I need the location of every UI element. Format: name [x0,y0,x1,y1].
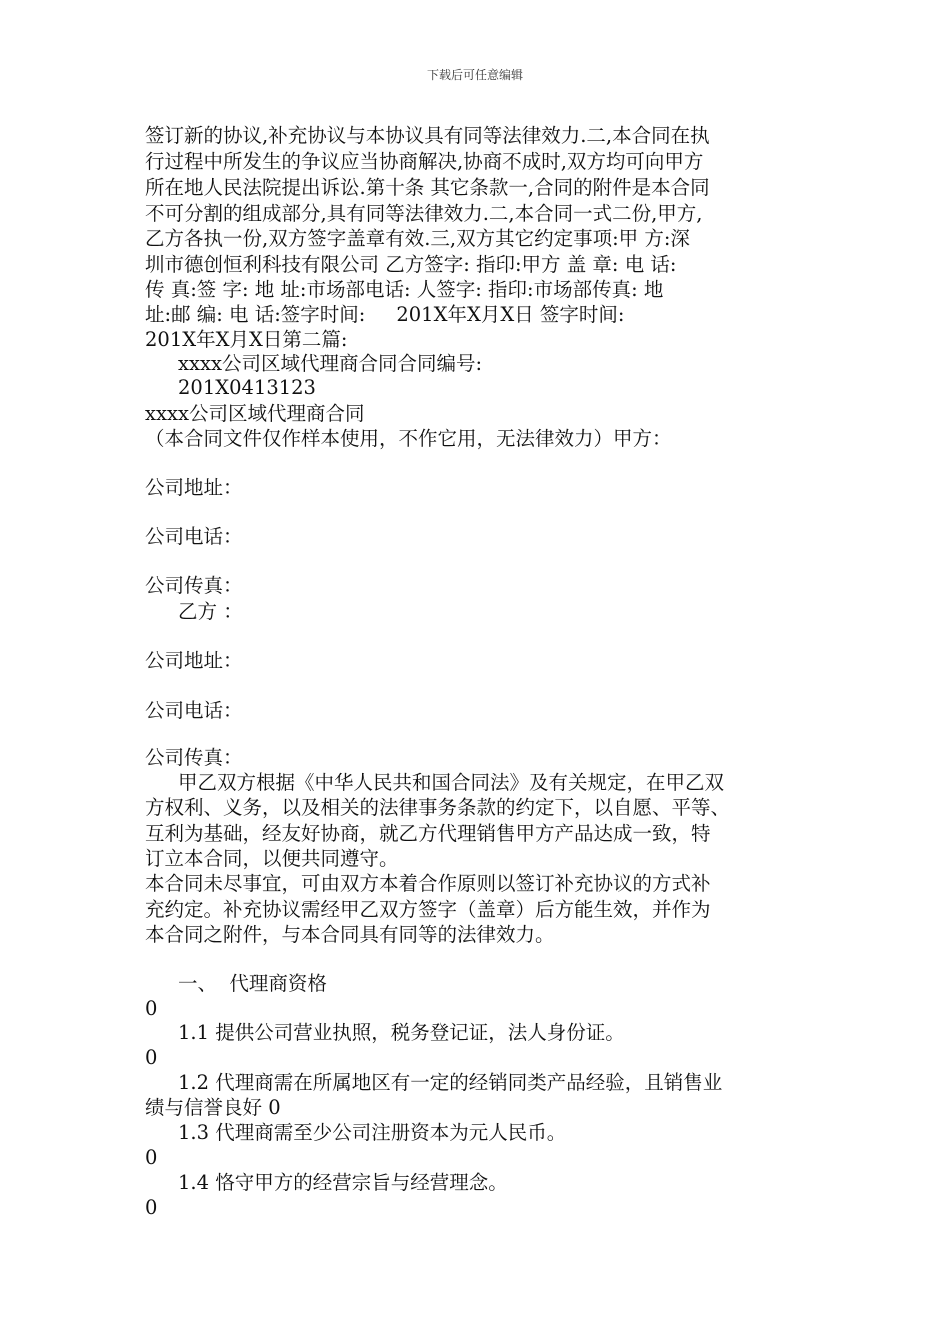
text-line: 签订新的协议,补充协议与本协议具有同等法律效力.二,本合同在执 [145,124,710,147]
text-line: 乙方各执一份,双方签字盖章有效.三,双方其它约定事项:甲 方:深 [145,227,690,250]
party-b-phone: 公司电话： [145,699,243,722]
text-line: 互利为基础，经友好协商，就乙方代理销售甲方产品达成一致，特 [145,822,711,845]
text-line: 订立本合同，以便共同遵守。 [145,847,399,870]
party-a-address: 公司地址： [145,476,243,499]
text-line: 址:邮 编: 电 话:签字时间: 201X年X月X日 签字时间: [145,303,625,326]
text-line: 不可分割的组成部分,具有同等法律效力.二,本合同一式二份,甲方, [145,202,703,225]
section-heading: 一、 代理商资格 [178,972,327,995]
text-line: 201X年X月X日第二篇: [145,328,348,351]
list-item: 1.2 代理商需在所属地区有一定的经销同类产品经验，且销售业 [178,1071,723,1094]
contract-title: xxxx公司区域代理商合同 [145,402,365,425]
party-a-phone: 公司电话： [145,525,243,548]
text-line: 0 [145,997,158,1020]
text-line: 充约定。补充协议需经甲乙双方签字（盖章）后方能生效，并作为 [145,898,711,921]
text-line: 0 [145,1196,158,1219]
party-b-label: 乙方 ： [178,600,243,623]
text-line: 本合同未尽事宜，可由双方本着合作原则以签订补充协议的方式补 [145,872,711,895]
text-line: 行过程中所发生的争议应当协商解决,协商不成时,双方均可向甲方 [145,150,704,173]
text-line: （本合同文件仅作样本使用，不作它用，无法律效力）甲方： [145,427,672,450]
text-line: 本合同之附件，与本合同具有同等的法律效力。 [145,923,555,946]
text-line: 圳市德创恒利科技有限公司 乙方签字: 指印:甲方 盖 章: 电 话: [145,253,677,276]
contract-title-line: xxxx公司区域代理商合同合同编号: [178,352,483,375]
list-item: 1.3 代理商需至少公司注册资本为元人民币。 [178,1121,567,1144]
list-item: 1.4 恪守甲方的经营宗旨与经营理念。 [178,1171,508,1194]
text-line: 绩与信誉良好 0 [145,1096,281,1119]
text-line: 0 [145,1146,158,1169]
party-b-fax: 公司传真： [145,746,243,769]
page-header: 下载后可任意编辑 [426,68,523,82]
text-line: 方权利、义务，以及相关的法律事务条款的约定下，以自愿、平等、 [145,796,731,819]
text-line: 所在地人民法院提出诉讼.第十条 其它条款一,合同的附件是本合同 [145,176,710,199]
list-item: 1.1 提供公司营业执照，税务登记证，法人身份证。 [178,1021,625,1044]
party-b-address: 公司地址： [145,649,243,672]
party-a-fax: 公司传真： [145,574,243,597]
text-line: 甲乙双方根据《中华人民共和国合同法》及有关规定，在甲乙双 [178,771,725,794]
text-line: 传 真:签 字: 地 址:市场部电话: 人签字: 指印:市场部传真: 地 [145,278,664,301]
contract-number: 201X0413123 [178,376,316,399]
text-line: 0 [145,1046,158,1069]
